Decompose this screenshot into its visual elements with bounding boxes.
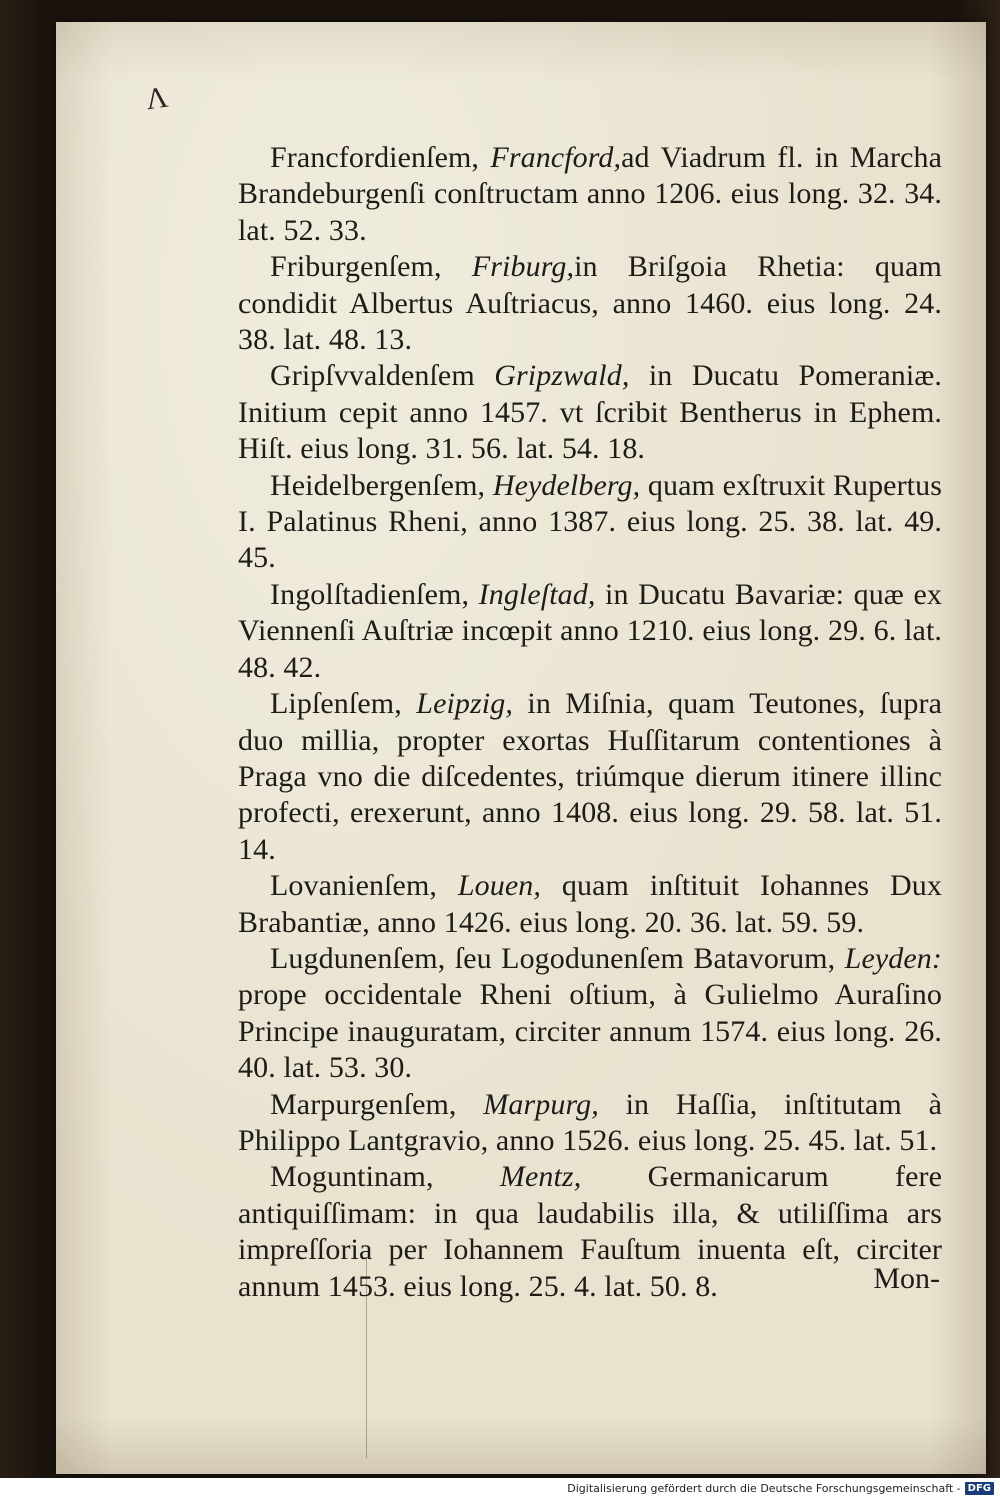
catchword: Mon- xyxy=(873,1262,940,1295)
digitization-footer xyxy=(0,1478,1000,1499)
entry-francfort: Francfordienſem, Francford,ad Viadrum fl. in Marcha Brandeburgenſi conſtructam anno 1206. eius long. 32. 34. lat. 52. 33. xyxy=(238,141,942,247)
footer-credit-text: Digitalisierung gefördert durch die Deutsche Forschungsgemeinschaft - xyxy=(567,1482,961,1495)
entry-gripswald: Gripſvvaldenſem Gripzwald, in Ducatu Pomeraniæ. Initium cepit anno 1457. vt ſcribit Bentherus in Ephem. Hiſt. eius long. 31. 56. lat. 54. 18. xyxy=(238,359,942,466)
page-text-block xyxy=(238,140,942,1305)
entry-ingolstadt: Ingolſtadienſem, Ingleſtad, in Ducatu Bavariæ: quæ ex Viennenſi Auſtriæ incœpit anno 1210. eius long. 29. 6. lat. 48. 42. xyxy=(238,577,942,684)
entry-leipzig: Lipſenſem, Leipzig, in Miſnia, quam Teutones, ſupra duo millia, propter exortas Huſſitarum contentiones à Praga vno die diſcedentes, triúmque dierum itinere illinc profecti, erexerunt, anno 1408. eius long. 29. 58. lat. 51. 14. xyxy=(238,687,942,866)
entry-louen: Lovanienſem, Louen, quam inſtituit Iohannes Dux Brabantiæ, anno 1426. eius long. 20. 36. lat. 59. 59. xyxy=(238,869,942,939)
page-fold-line xyxy=(366,1258,367,1458)
entry-heidelberg: Heidelbergenſem, Heydelberg, quam exſtruxit Rupertus I. Palatinus Rheni, anno 1387. eius long. 25. 38. lat. 49. 45. xyxy=(238,468,942,575)
entry-friburg: Friburgenſem, Friburg,in Briſgoia Rhetia: quam condidit Albertus Auſtriacus, anno 1460. eius long. 24. 38. lat. 48. 13. xyxy=(238,250,942,357)
entry-mentz: Moguntinam, Mentz, Germanicarum fere antiquiſſimam: in qua laudabilis illa, & utiliſſima ars impreſſoria per Iohannem Fauſtum inuenta eſt, circiter annum 1453. eius long. 25. 4. lat. 50. 8. xyxy=(238,1160,943,1303)
page-corner-mark: Ʌ xyxy=(143,80,170,117)
dfg-logo: DFG xyxy=(965,1482,994,1495)
entry-marpurg: Marpurgenſem, Marpurg, in Haſſia, inſtitutam à Philippo Lantgravio, anno 1526. eius long. 25. 45. lat. 51. xyxy=(238,1087,942,1157)
entry-leyden: Lugdunenſem, ſeu Logodunenſem Batavorum, Leyden: prope occidentale Rheni oſtium, à Gulielmo Auraſino Principe inauguratam, circiter annum 1574. eius long. 26. 40. lat. 53. 30. xyxy=(238,941,942,1085)
